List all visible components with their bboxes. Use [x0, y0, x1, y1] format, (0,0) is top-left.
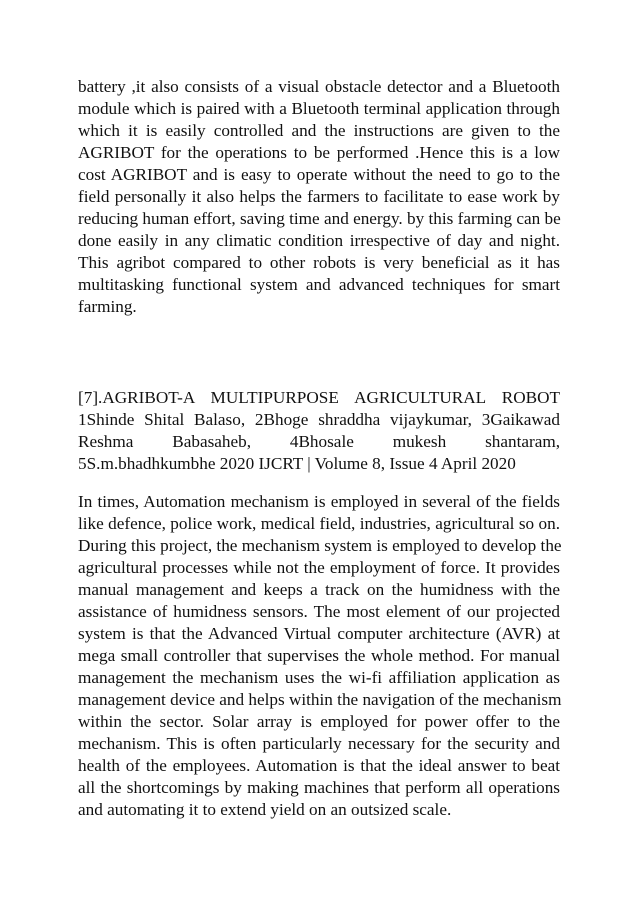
text-line: health of the employees. Automation is that the ideal answer to beat [78, 756, 560, 775]
text-line: In times, Automation mechanism is employed in several of the fields [78, 492, 560, 511]
text-line: management device and helps within the navigation of the mechanism [78, 690, 562, 709]
text-line: module which is paired with a Bluetooth terminal application through [78, 99, 560, 118]
reference-authors: 1Shinde Shital Balaso, 2Bhoge shraddha vijaykumar, 3Gaikawad [78, 410, 560, 429]
text-line: multitasking functional system and advanced techniques for smart [78, 275, 560, 294]
text-line: management the mechanism uses the wi-fi affiliation application as [78, 668, 560, 687]
text-line: mechanism. This is often particularly necessary for the security and [78, 734, 560, 753]
text-line: During this project, the mechanism system is employed to develop the [78, 536, 562, 555]
text-line: This agribot compared to other robots is very beneficial as it has [78, 253, 560, 272]
text-line: mega small controller that supervises the whole method. For manual [78, 646, 560, 665]
text-line: system is that the Advanced Virtual computer architecture (AVR) at [78, 624, 560, 643]
text-line: battery ,it also consists of a visual obstacle detector and a Bluetooth [78, 77, 560, 96]
reference-authors: Reshma Babasaheb, 4Bhosale mukesh shantaram, [78, 432, 560, 451]
text-line: manual management and keeps a track on the humidness with the [78, 580, 560, 599]
reference-source: 5S.m.bhadhkumbhe 2020 IJCRT | Volume 8, Issue 4 April 2020 [78, 454, 516, 473]
text-line: farming. [78, 297, 137, 316]
text-line: assistance of humidness sensors. The most element of our projected [78, 602, 560, 621]
text-line: AGRIBOT for the operations to be performed .Hence this is a low [78, 143, 560, 162]
text-line: agricultural processes while not the employment of force. It provides [78, 558, 560, 577]
text-line: like defence, police work, medical field, industries, agricultural so on. [78, 514, 560, 533]
text-line: field personally it also helps the farmers to facilitate to ease work by [78, 187, 560, 206]
text-line: cost AGRIBOT and is easy to operate without the need to go to the [78, 165, 560, 184]
text-line: which it is easily controlled and the instructions are given to the [78, 121, 560, 140]
text-line: within the sector. Solar array is employed for power offer to the [78, 712, 560, 731]
text-line: reducing human effort, saving time and energy. by this farming can be [78, 209, 561, 228]
text-line: done easily in any climatic condition irrespective of day and night. [78, 231, 560, 250]
text-line: and automating it to extend yield on an outsized scale. [78, 800, 452, 819]
reference-title: [7].AGRIBOT-A MULTIPURPOSE AGRICULTURAL ROBOT [78, 388, 560, 407]
text-line: all the shortcomings by making machines that perform all operations [78, 778, 560, 797]
